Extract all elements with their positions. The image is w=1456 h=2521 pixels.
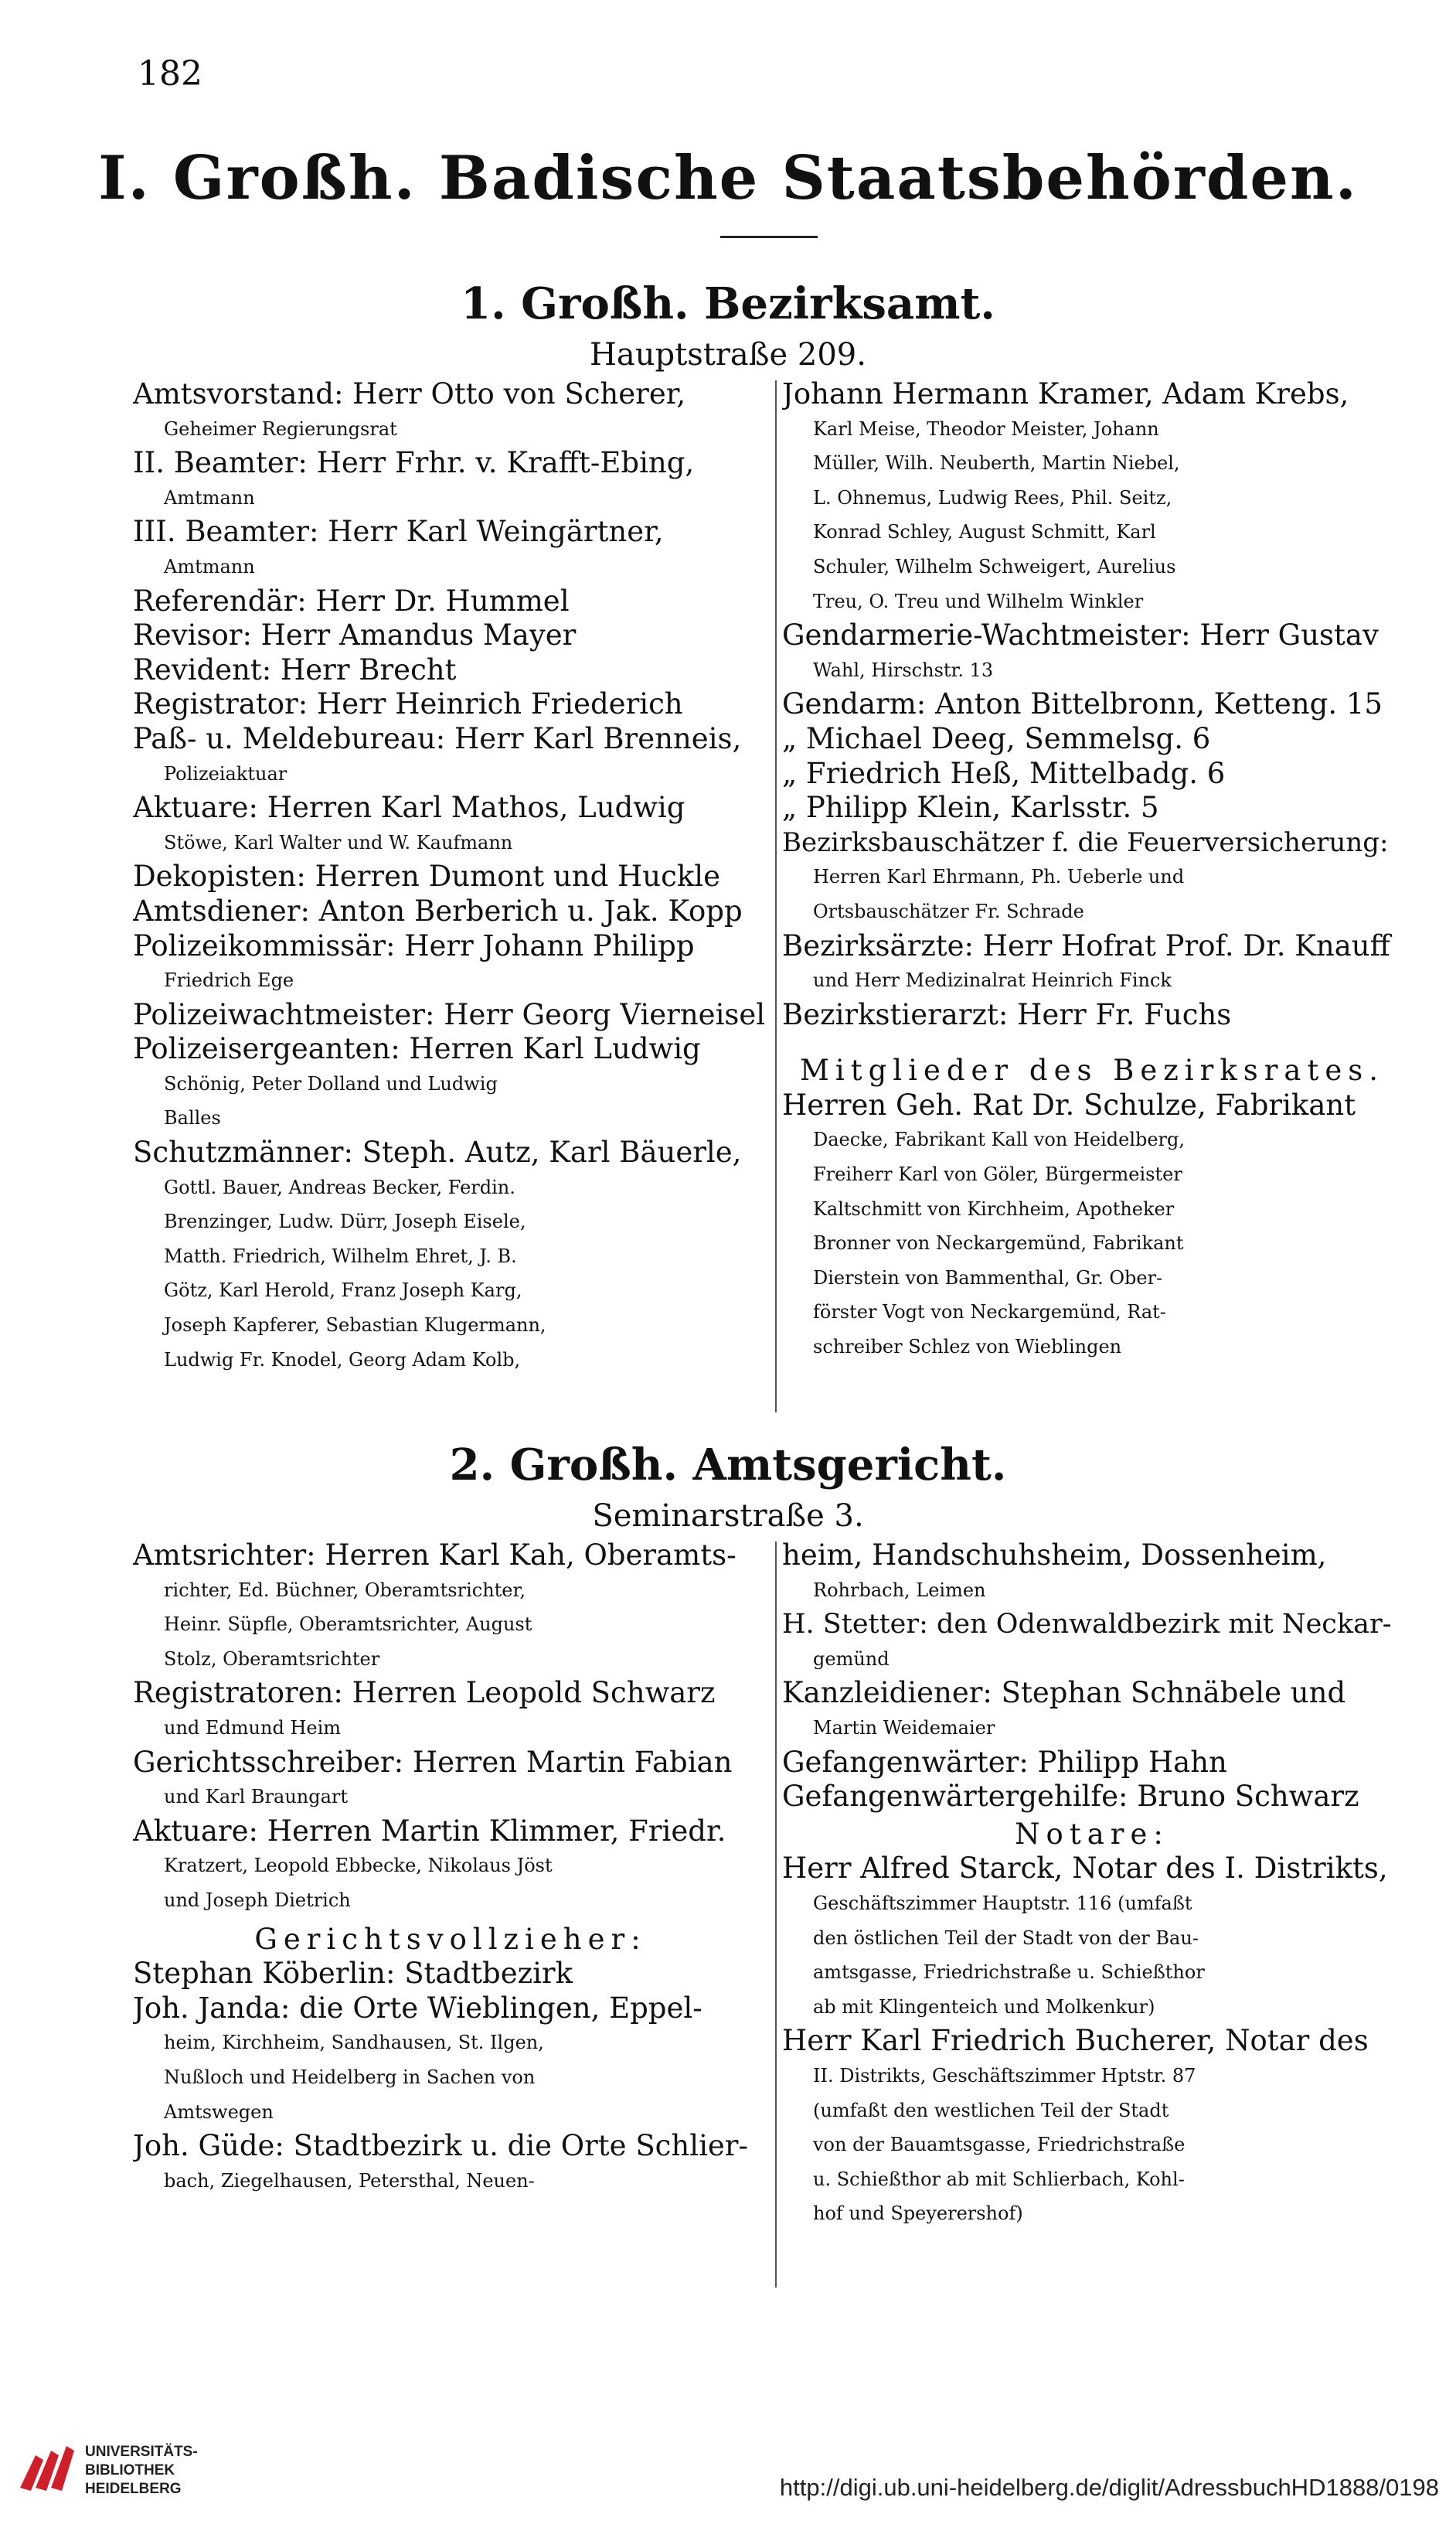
entry-line: Bronner von Neckargemünd, Fabrikant [813, 1232, 1184, 1255]
section-1-heading: 1. Großh. Bezirksamt. [461, 278, 995, 329]
entry-line: Wahl, Hirschstr. 13 [813, 659, 994, 681]
entry [782, 1538, 1402, 1607]
entry-line: Joseph Kapferer, Sebastian Klugermann, [164, 1314, 546, 1337]
entry-line: Ortsbauschätzer Fr. Schrade [813, 900, 1084, 922]
entry-line: u. Schießthor ab mit Schlierbach, Kohl- [813, 2168, 1185, 2190]
entry-line: Treu, O. Treu und Wilhelm Winkler [813, 590, 1144, 612]
entry [782, 1746, 1402, 1780]
entry [133, 653, 768, 688]
entry-line: Freiherr Karl von Göler, Bürgermeister [813, 1163, 1182, 1186]
entry-line: Herr Karl Friedrich Bucherer, Notar des [782, 2024, 1369, 2058]
entry-line: II. Distrikts, Geschäftszimmer Hptstr. 87 [813, 2064, 1196, 2087]
section-2-address: Seminarstraße 3. [592, 1498, 864, 1534]
entry [782, 826, 1402, 929]
entry [782, 722, 1402, 757]
entry [782, 998, 1402, 1033]
page-number: 182 [138, 54, 202, 94]
entry-line: Brenzinger, Ludw. Dürr, Joseph Eisele, [164, 1211, 526, 1233]
entry-line: Heinr. Süpfle, Oberamtsrichter, August [164, 1613, 532, 1636]
entry-line: „ Michael Deeg, Semmelsg. 6 [782, 721, 1211, 755]
section-2-heading: 2. Großh. Amtsgericht. [449, 1439, 1007, 1490]
entry [133, 1676, 768, 1745]
entry [782, 791, 1402, 826]
entry-line: Revident: Herr Brecht [133, 652, 457, 686]
entry-line: Amtmann [164, 555, 255, 577]
entry-line: den östlichen Teil der Stadt von der Bau- [813, 1927, 1199, 1949]
entry [133, 1032, 768, 1136]
entry [133, 1538, 768, 1676]
entry [782, 1676, 1402, 1745]
entry-line: und Joseph Dietrich [164, 1889, 351, 1911]
entry-line: bach, Ziegelhausen, Petersthal, Neuen- [164, 2169, 535, 2192]
entry-line: und Edmund Heim [164, 1716, 342, 1739]
entry-line: Herren Geh. Rat Dr. Schulze, Fabrikant [782, 1088, 1356, 1122]
entry-line: Gefangenwärter: Philipp Hahn [782, 1745, 1227, 1779]
entry-line: ab mit Klingenteich und Molkenkur) [813, 1995, 1155, 2018]
library-name: UNIVERSITÄTS- BIBLIOTHEK HEIDELBERG [85, 2444, 198, 2497]
entry-line: Bezirkstierarzt: Herr Fr. Fuchs [782, 997, 1232, 1031]
entry-line: Johann Hermann Kramer, Adam Krebs, [782, 377, 1349, 411]
section-1-address: Hauptstraße 209. [590, 337, 866, 373]
section-2-right-column [782, 1538, 1402, 2231]
entry-line: Gendarm: Anton Bittelbronn, Ketteng. 15 [782, 687, 1383, 721]
entry-line: L. Ohnemus, Ludwig Rees, Phil. Seitz, [813, 486, 1172, 509]
column-divider [775, 1542, 777, 2288]
column-divider [775, 380, 777, 1412]
entry-line: Karl Meise, Theodor Meister, Johann [813, 417, 1159, 440]
entry-line: Gottl. Bauer, Andreas Becker, Ferdin. [164, 1176, 515, 1198]
entry [782, 2024, 1402, 2231]
entry-line: Gendarmerie-Wachtmeister: Herr Gustav [782, 618, 1379, 652]
entry [133, 1991, 768, 2129]
entry-line: Polizeiaktuar [164, 762, 287, 785]
entry-line: Amtsrichter: Herren Karl Kah, Oberamts- [133, 1538, 737, 1572]
bailiff-heading: Gerichtsvollzieher: [254, 1922, 647, 1956]
entry-line: Geschäftszimmer Hauptstr. 116 (umfaßt [813, 1892, 1192, 1914]
library-logo [12, 2434, 93, 2508]
entry-line: und Herr Medizinalrat Heinrich Finck [813, 969, 1172, 992]
entry-line: Gerichtsschreiber: Herren Martin Fabian [133, 1745, 733, 1779]
notary-heading: Notare: [1015, 1817, 1169, 1851]
entry-line: Polizeikommissär: Herr Johann Philipp [133, 928, 695, 962]
entry-line: „ Philipp Klein, Karlsstr. 5 [782, 791, 1159, 825]
entry [782, 757, 1402, 792]
entry-line: gemünd [813, 1647, 890, 1670]
entry-line: Matth. Friedrich, Wilhelm Ehret, J. B. [164, 1245, 517, 1267]
entry [133, 1136, 768, 1377]
section-2-left-column [133, 1538, 768, 2198]
entry [133, 2129, 768, 2198]
entry-line: heim, Handschuhsheim, Dossenheim, [782, 1538, 1327, 1572]
entry [133, 791, 768, 860]
entry [133, 894, 768, 929]
entry [133, 722, 768, 791]
entry-line: Stöwe, Karl Walter und W. Kaufmann [164, 831, 513, 853]
entry-line: Konrad Schley, August Schmitt, Karl [813, 521, 1156, 543]
entry [782, 929, 1402, 998]
entry-line: Bezirksärzte: Herr Hofrat Prof. Dr. Knauff [782, 928, 1390, 962]
entry-line: Registrator: Herr Heinrich Friederich [133, 687, 683, 721]
title-rule [720, 236, 818, 238]
entry-line: „ Friedrich Heß, Mittelbadg. 6 [782, 756, 1226, 790]
entry-line: Aktuare: Herren Karl Mathos, Ludwig [133, 791, 685, 825]
entry-line: H. Stetter: den Odenwaldbezirk mit Neckar- [782, 1609, 1392, 1640]
entry [133, 377, 768, 446]
entry-line: Joh. Güde: Stadtbezirk u. die Orte Schlier- [133, 2129, 748, 2163]
section-1-right-column [782, 377, 1402, 1364]
entry [782, 1088, 1402, 1364]
entry [133, 515, 768, 584]
entry [133, 1746, 768, 1814]
entry [133, 687, 768, 722]
entry-line: Kratzert, Leopold Ebbecke, Nikolaus Jöst [164, 1855, 553, 1877]
entry-line: Gefangenwärtergehilfe: Bruno Schwarz [782, 1780, 1359, 1814]
council-heading: Mitglieder des Bezirksrates. [800, 1054, 1384, 1088]
entry-line: Aktuare: Herren Martin Klimmer, Friedr. [133, 1814, 726, 1848]
entry-line: Amtsvorstand: Herr Otto von Scherer, [133, 377, 686, 411]
section-1-left-column [133, 377, 768, 1377]
entry [782, 618, 1402, 687]
entry-line: Schuler, Wilhelm Schweigert, Aurelius [813, 555, 1176, 577]
entry-line: III. Beamter: Herr Karl Weingärtner, [133, 515, 664, 549]
entry-line: Friedrich Ege [164, 969, 294, 992]
entry-line: Müller, Wilh. Neuberth, Martin Niebel, [813, 452, 1180, 475]
entry [133, 998, 768, 1033]
entry-line: heim, Kirchheim, Sandhausen, St. Ilgen, [164, 2032, 544, 2054]
entry-line: Ludwig Fr. Knodel, Georg Adam Kolb, [164, 1348, 521, 1371]
source-url: http://digi.ub.uni-heidelberg.de/diglit/AdressbuchHD1888/0198 [779, 2474, 1439, 2501]
entry [133, 1814, 768, 1918]
entry-line: und Karl Braungart [164, 1786, 349, 1808]
entry-line: Bezirksbauschätzer f. die Feuerversicherung: [782, 826, 1389, 858]
entry-line: Herren Karl Ehrmann, Ph. Ueberle und [813, 866, 1185, 888]
entry [133, 1957, 768, 1991]
entry [133, 584, 768, 619]
entry-line: Rohrbach, Leimen [813, 1579, 986, 1601]
entry-line: II. Beamter: Herr Frhr. v. Krafft-Ebing, [133, 446, 695, 480]
entry [782, 1780, 1402, 1814]
entry [782, 377, 1402, 618]
entry-line: Nußloch und Heidelberg in Sachen von [164, 2066, 536, 2088]
entry-line: Geheimer Regierungsrat [164, 417, 397, 440]
entry-line: Referendär: Herr Dr. Hummel [133, 584, 570, 618]
entry-line: Herr Alfred Starck, Notar des I. Distrikts, [782, 1852, 1388, 1886]
entry-line: Amtswegen [164, 2100, 274, 2123]
entry-line: amtsgasse, Friedrichstraße u. Schießthor [813, 1961, 1205, 1984]
entry-line: Joh. Janda: die Orte Wieblingen, Eppel- [133, 1991, 702, 2025]
entry-line: richter, Ed. Büchner, Oberamtsrichter, [164, 1579, 526, 1601]
entry-line: Dierstein von Bammenthal, Gr. Ober- [813, 1266, 1163, 1289]
entry-line: förster Vogt von Neckargemünd, Rat- [813, 1301, 1166, 1324]
entry-line: Schönig, Peter Dolland und Ludwig [164, 1072, 498, 1095]
entry-line: Martin Weidemaier [813, 1716, 995, 1739]
entry-line: Götz, Karl Herold, Franz Joseph Karg, [164, 1279, 522, 1302]
entry [782, 1852, 1402, 2024]
entry-line: von der Bauamtsgasse, Friedrichstraße [813, 2134, 1186, 2156]
entry-line: Amtsdiener: Anton Berberich u. Jak. Kopp [133, 894, 743, 928]
entry-line: schreiber Schlez von Wieblingen [813, 1336, 1122, 1358]
entry [133, 446, 768, 515]
entry [782, 1607, 1402, 1676]
entry-line: Polizeiwachtmeister: Herr Georg Vierneisel [133, 997, 766, 1031]
entry-line: Kanzleidiener: Stephan Schnäbele und [782, 1676, 1346, 1710]
entry-line: (umfaßt den westlichen Teil der Stadt [813, 2099, 1169, 2121]
entry-line: Paß- u. Meldebureau: Herr Karl Brenneis, [133, 721, 742, 755]
page-title: I. Großh. Badische Staatsbehörden. [98, 143, 1358, 213]
entry-line: Daecke, Fabrikant Kall von Heidelberg, [813, 1129, 1186, 1151]
entry-line: Dekopisten: Herren Dumont und Huckle [133, 860, 720, 894]
entry-line: Polizeisergeanten: Herren Karl Ludwig [133, 1032, 701, 1066]
entry-line: Balles [164, 1107, 221, 1129]
entry-line: Schutzmänner: Steph. Autz, Karl Bäuerle, [133, 1136, 742, 1170]
entry-line: Kaltschmitt von Kirchheim, Apotheker [813, 1197, 1175, 1220]
entry-line: Stolz, Oberamtsrichter [164, 1647, 380, 1670]
entry-line: Stephan Köberlin: Stadtbezirk [133, 1957, 573, 1991]
entry-line: Revisor: Herr Amandus Mayer [133, 618, 577, 652]
entry [133, 929, 768, 998]
entry-line: Registratoren: Herren Leopold Schwarz [133, 1676, 716, 1710]
entry-line: Amtmann [164, 486, 255, 509]
entry [133, 860, 768, 894]
entry [782, 687, 1402, 722]
entry-line: hof und Speyerershof) [813, 2202, 1023, 2225]
entry [133, 618, 768, 653]
